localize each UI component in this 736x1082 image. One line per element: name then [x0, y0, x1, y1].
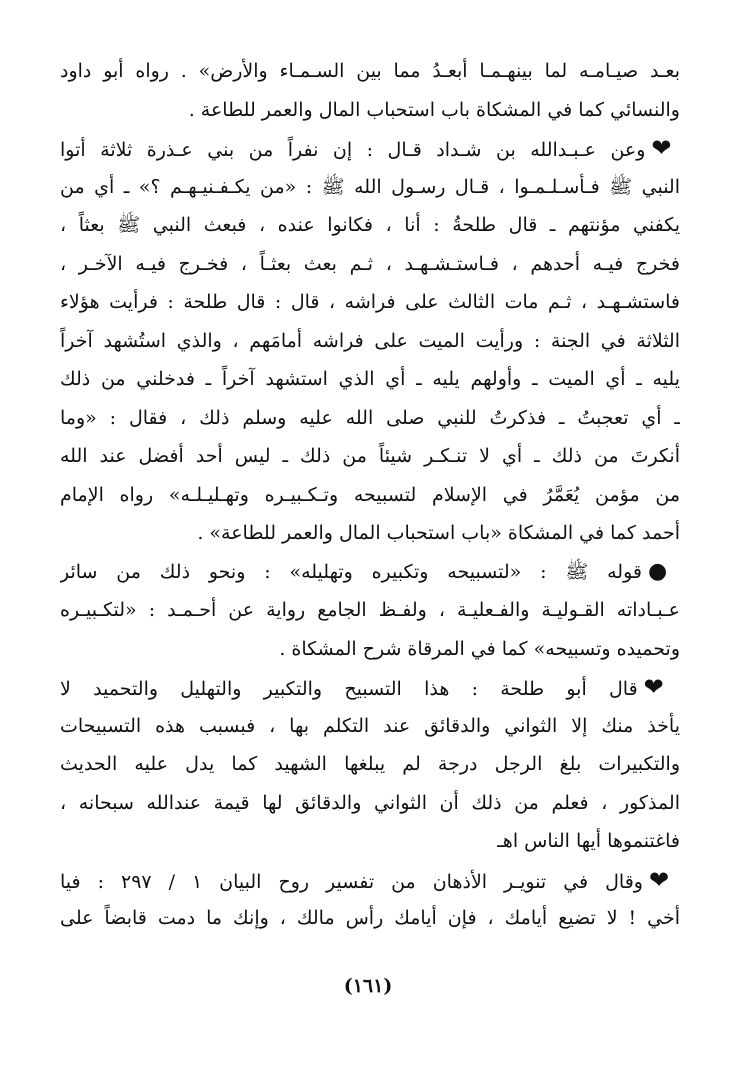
text-line: الثلاثة في الجنة : ورأيت الميت على فراشه أمامَهم ، والذي استُشهد آخراً: [60, 329, 680, 352]
text-line: وعن عـبـدالله بن شـداد قـال : إن نفراً من بني عـذرة ثلاثة أتوا: [60, 139, 646, 161]
page-number: (١٦١): [343, 975, 393, 997]
text-line: والتكبيرات بلغ الرجل درجة لم يبلغها الشهيد كما يدل عليه الحديث: [60, 753, 680, 775]
text-line: من مؤمن يُعَمَّرُ في الإسلام لتسبيحه وتـكـبيـره وتهـليـلـه» رواه الإمام: [60, 483, 680, 506]
text-line: فاستشـهـد ، ثـم مات الثالث على فراشه ، قال : قال طلحة : فرأيت هؤلاء: [60, 291, 680, 313]
dot-bullet-icon: ●: [648, 558, 680, 584]
text-line: يليه ـ أي الميت ـ وأولهم يليه ـ أي الذي استشهد آخراً ـ فدخلني من ذلك: [60, 368, 680, 390]
text-line: أحمد كما في المشكاة «باب استحباب المال والعمر للطاعة» .: [197, 522, 680, 544]
text-line: أنكرتَ من ذلك ـ أي لا تنـكـر شيئاً من ذلك ـ ليس أحد أفضل عند الله: [60, 445, 680, 467]
text-line: يأخذ منك إلا الثواني والدقائق عند التكلم بها ، فبسبب هذه التسبيحات: [60, 714, 680, 737]
paragraph-start-line: [60, 668, 680, 707]
paragraph-start-line: [60, 553, 680, 592]
text-line: قوله ﷺ : «لتسبيحه وتكبيره وتهليله» : ونحو ذلك من سائر: [60, 560, 642, 583]
text-line: يكفني مؤنتهم ـ قال طلحةُ : أنا ، فكانوا عنده ، فبعث النبي ﷺ بعثاً ،: [60, 214, 680, 236]
text-line: المذكور ، فعلم من ذلك أن الثواني والدقائق لها قيمة عندالله سبحانه ،: [60, 791, 680, 814]
heart-bullet-icon: ❤: [651, 134, 680, 162]
text-line: قال أبو طلحة : هذا التسبيح والتكبير والتهليل والتحميد لا: [60, 678, 638, 700]
text-line: فخرج فيـه أحدهم ، فـاستـشـهـد ، ثـم بعث بعثـاً ، فخـرج فيـه الآخـر ،: [60, 252, 680, 275]
text-line: وتحميده وتسبيحه» كما في المرقاة شرح المشكاة .: [279, 637, 680, 660]
paragraph-start-line: [60, 861, 680, 900]
heart-bullet-icon: ❤: [643, 673, 680, 701]
text-line: وقال في تنويـر الأذهان من تفسير روح البيان ١ / ٢٩٧ : فيا: [60, 870, 643, 893]
text-line: ـ أي تعجبتُ ـ فذكرتُ للنبي صلى الله عليه وسلم ذلك ، فقال : «وما: [60, 406, 680, 429]
page-body: [60, 52, 680, 938]
text-line: النبي ﷺ فـأسـلـمـوا ، قـال رسـول الله ﷺ : «من يكـفـنيـهـم ؟» ـ أي من: [60, 175, 680, 198]
text-line: فاغتنموها أيها الناس اهـ: [497, 830, 680, 852]
text-line: والنسائي كما في المشكاة باب استحباب المال والعمر للطاعة .: [188, 98, 680, 121]
heart-bullet-icon: ❤: [648, 865, 680, 894]
text-line: أخي ! لا تضيع أيامك ، فإن أيامك رأس مالك ، وإنك ما دمت قابضاً على: [60, 907, 680, 929]
text-line: عـبـاداته القـوليـة والفـعليـة ، ولفـظ الجامع رواية عن أحـمـد : «لتكـبيـره: [60, 599, 680, 621]
text-line: بعـد صيـامـه لما بينهـمـا أبعـدُ مما بين السـمـاء والأرض» . رواه أبو داود: [60, 60, 680, 82]
paragraph-start-line: [60, 129, 680, 168]
